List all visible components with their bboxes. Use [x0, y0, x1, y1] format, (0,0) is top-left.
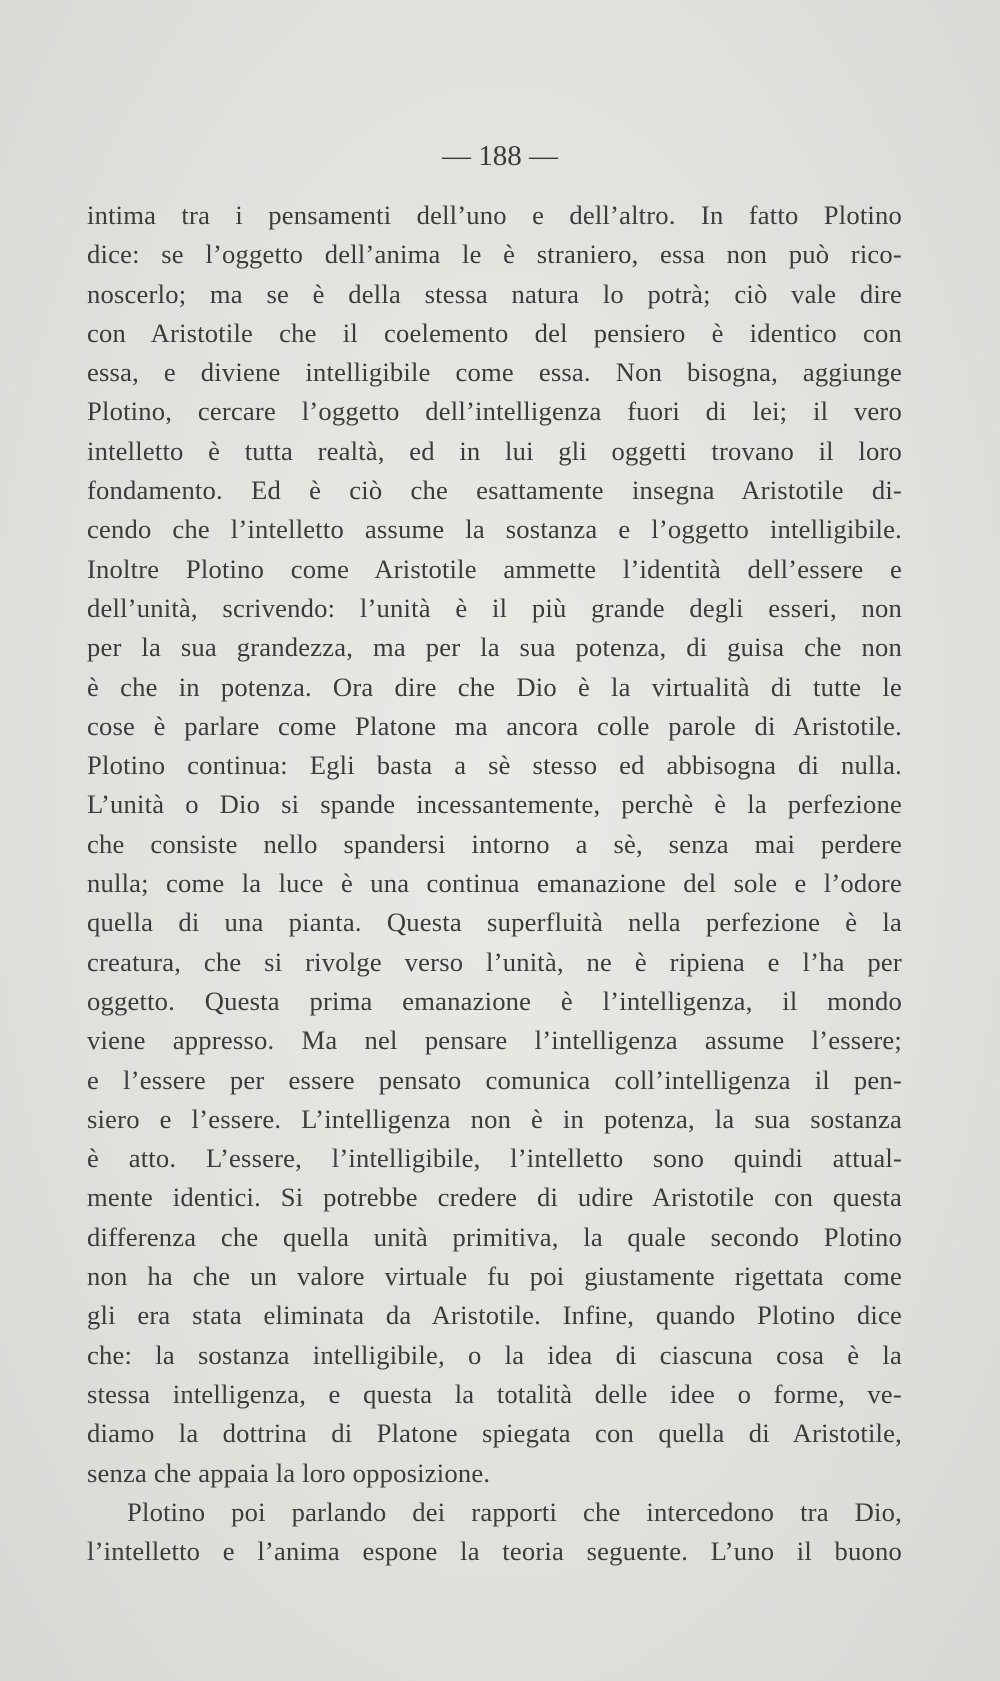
- text-line: Inoltre Plotino come Aristotile ammette l’identità dell’essere e: [87, 553, 902, 584]
- text-line: che consiste nello spandersi intorno a sè, senza mai perdere: [87, 828, 902, 859]
- text-line: è atto. L’essere, l’intelligibile, l’intelletto sono quindi attual-: [87, 1143, 902, 1174]
- text-line: che: la sostanza intelligibile, o la idea di ciascuna cosa è la: [87, 1339, 902, 1370]
- text-line: dell’unità, scrivendo: l’unità è il più grande degli esseri, non: [87, 592, 902, 623]
- text-line: e l’essere per essere pensato comunica coll’intelligenza il pen-: [87, 1064, 902, 1095]
- text-line: gli era stata eliminata da Aristotile. Infine, quando Plotino dice: [87, 1300, 902, 1331]
- text-line: creatura, che si rivolge verso l’unità, ne è ripiena e l’ha per: [87, 946, 902, 977]
- text-line: intelletto è tutta realtà, ed in lui gli oggetti trovano il loro: [87, 435, 902, 466]
- text-line: viene appresso. Ma nel pensare l’intelligenza assume l’essere;: [87, 1025, 902, 1056]
- text-line: fondamento. Ed è ciò che esattamente insegna Aristotile di-: [87, 475, 902, 506]
- text-line: per la sua grandezza, ma per la sua potenza, di guisa che non: [87, 632, 902, 663]
- text-line: noscerlo; ma se è della stessa natura lo potrà; ciò vale dire: [87, 278, 902, 309]
- text-line: intima tra i pensamenti dell’uno e dell’altro. In fatto Plotino: [87, 200, 902, 230]
- page-number: — 188 —: [442, 140, 558, 172]
- text-line: senza che appaia la loro opposizione.: [87, 1457, 491, 1488]
- text-line: cendo che l’intelletto assume la sostanza e l’oggetto intelligibile.: [87, 514, 902, 545]
- text-line: dice: se l’oggetto dell’anima le è straniero, essa non può rico-: [87, 239, 902, 270]
- text-line: oggetto. Questa prima emanazione è l’intelligenza, il mondo: [87, 985, 902, 1016]
- text-line: differenza che quella unità primitiva, la quale secondo Plotino: [87, 1221, 902, 1252]
- text-line: stessa intelligenza, e questa la totalità delle idee o forme, ve-: [87, 1378, 902, 1409]
- text-line: con Aristotile che il coelemento del pensiero è identico con: [87, 317, 902, 348]
- text-line: quella di una pianta. Questa superfluità nella perfezione è la: [87, 907, 902, 938]
- text-line: Plotino, cercare l’oggetto dell’intelligenza fuori di lei; il vero: [87, 396, 902, 427]
- text-line: siero e l’essere. L’intelligenza non è in potenza, la sua sostanza: [87, 1103, 902, 1134]
- text-line: diamo la dottrina di Platone spiegata con quella di Aristotile,: [87, 1418, 902, 1449]
- text-line: cose è parlare come Platone ma ancora colle parole di Aristotile.: [87, 710, 902, 741]
- text-line: nulla; come la luce è una continua emanazione del sole e l’odore: [87, 868, 902, 899]
- text-line: è che in potenza. Ora dire che Dio è la virtualità di tutte le: [87, 671, 902, 702]
- text-line: Plotino poi parlando dei rapporti che intercedono tra Dio,: [127, 1496, 902, 1527]
- body-text: [87, 196, 902, 1571]
- text-line: mente identici. Si potrebbe credere di udire Aristotile con questa: [87, 1182, 902, 1213]
- text-line: essa, e diviene intelligibile come essa. Non bisogna, aggiunge: [87, 357, 902, 388]
- text-line: Plotino continua: Egli basta a sè stesso ed abbisogna di nulla.: [87, 750, 902, 781]
- text-line: non ha che un valore virtuale fu poi giustamente rigettata come: [87, 1261, 902, 1292]
- text-line: L’unità o Dio si spande incessantemente, perchè è la perfezione: [87, 789, 902, 820]
- text-line: l’intelletto e l’anima espone la teoria seguente. L’uno il buono: [87, 1536, 902, 1567]
